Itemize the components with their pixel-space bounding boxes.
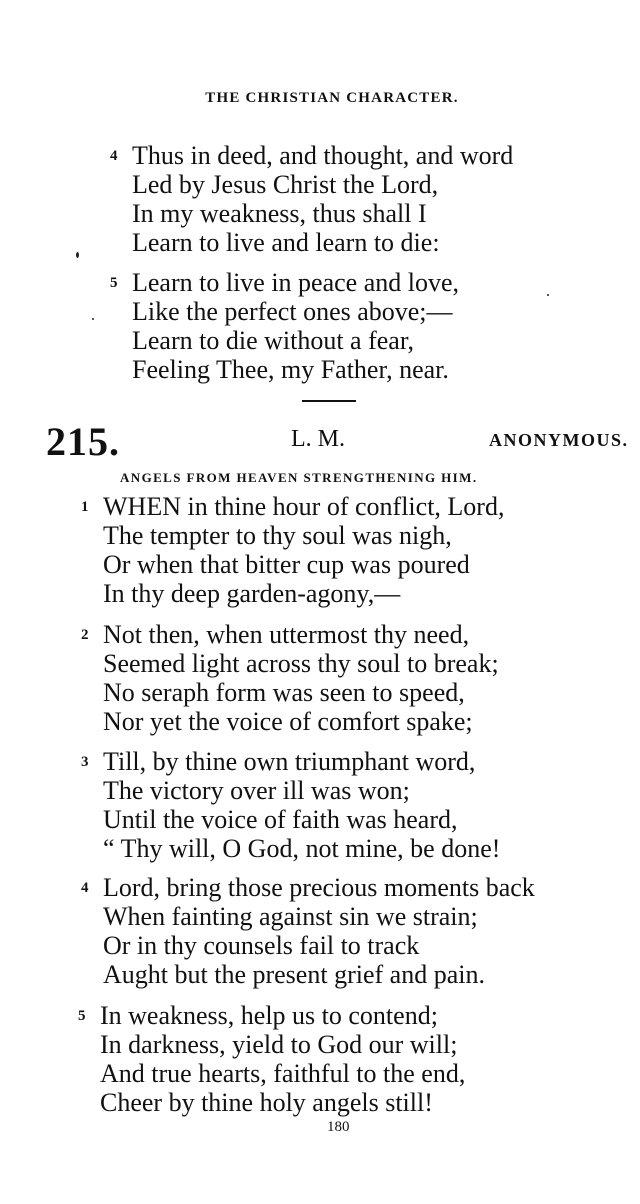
- verse-line: “ Thy will, O God, not mine, be done!: [103, 834, 501, 863]
- verse-line: The victory over ill was won;: [103, 776, 410, 805]
- verse-number: 1: [81, 499, 89, 515]
- verse-line: Learn to die without a fear,: [132, 326, 414, 355]
- running-head: THE CHRISTIAN CHARACTER.: [205, 90, 459, 106]
- verse-line: In darkness, yield to God our will;: [100, 1030, 458, 1059]
- verse-line: Or in thy counsels fail to track: [103, 931, 420, 960]
- verse-number: 2: [81, 627, 89, 643]
- hymn-number: 215.: [46, 419, 120, 464]
- verse-number: 3: [81, 754, 89, 770]
- verse-line: And true hearts, faithful to the end,: [100, 1059, 466, 1088]
- hymn-verse-1: [81, 492, 505, 608]
- verse-line: Learn to live and learn to die:: [132, 228, 440, 257]
- verse-line: Nor yet the voice of comfort spake;: [103, 707, 473, 736]
- verse-line: Aught but the present grief and pain.: [103, 960, 485, 989]
- verse-line: Or when that bitter cup was poured: [103, 550, 470, 579]
- verse-line: No seraph form was seen to speed,: [103, 678, 465, 707]
- verse-line: Until the voice of faith was heard,: [103, 805, 458, 834]
- page-number: 180: [327, 1119, 350, 1135]
- hymn-verse-4: [81, 873, 535, 989]
- hymn-verse-2: [81, 620, 499, 736]
- ink-speck: [76, 252, 79, 258]
- verse-line: Led by Jesus Christ the Lord,: [132, 170, 439, 199]
- ink-speck: [92, 318, 94, 320]
- verse-line: In my weakness, thus shall I: [132, 199, 427, 228]
- hymn-meter: L. M.: [291, 426, 345, 452]
- verse-line: Feeling Thee, my Father, near.: [132, 355, 449, 384]
- verse-line: Seemed light across thy soul to break;: [103, 649, 499, 678]
- verse-line: Cheer by thine holy angels still!: [100, 1088, 433, 1117]
- verse-line: The tempter to thy soul was nigh,: [103, 521, 452, 550]
- verse-number: 5: [110, 275, 118, 291]
- prev-hymn-verse-5: [110, 268, 460, 384]
- section-rule: [302, 400, 356, 402]
- verse-line: When fainting against sin we strain;: [103, 902, 478, 931]
- hymn-author: ANONYMOUS.: [489, 430, 629, 450]
- verse-number: 4: [110, 148, 118, 164]
- ink-speck: [547, 294, 549, 296]
- hymn-subtitle: ANGELS FROM HEAVEN STRENGTHENING HIM.: [120, 470, 478, 485]
- prev-hymn-verse-4: [110, 141, 514, 257]
- verse-line: In weakness, help us to contend;: [100, 1001, 438, 1030]
- verse-line: WHEN in thine hour of conflict, Lord,: [103, 492, 505, 521]
- verse-line: In thy deep garden-agony,—: [103, 579, 401, 608]
- verse-line: Thus in deed, and thought, and word: [132, 141, 514, 170]
- verse-number: 5: [78, 1008, 86, 1024]
- verse-line: Learn to live in peace and love,: [132, 268, 460, 297]
- hymn-verse-3: [81, 747, 501, 863]
- verse-line: Like the perfect ones above;—: [132, 297, 453, 326]
- verse-number: 4: [81, 880, 89, 896]
- verse-line: Till, by thine own triumphant word,: [103, 747, 476, 776]
- verse-line: Not then, when uttermost thy need,: [103, 620, 470, 649]
- verse-line: Lord, bring those precious moments back: [103, 873, 535, 902]
- hymn-verse-5: [78, 1001, 466, 1117]
